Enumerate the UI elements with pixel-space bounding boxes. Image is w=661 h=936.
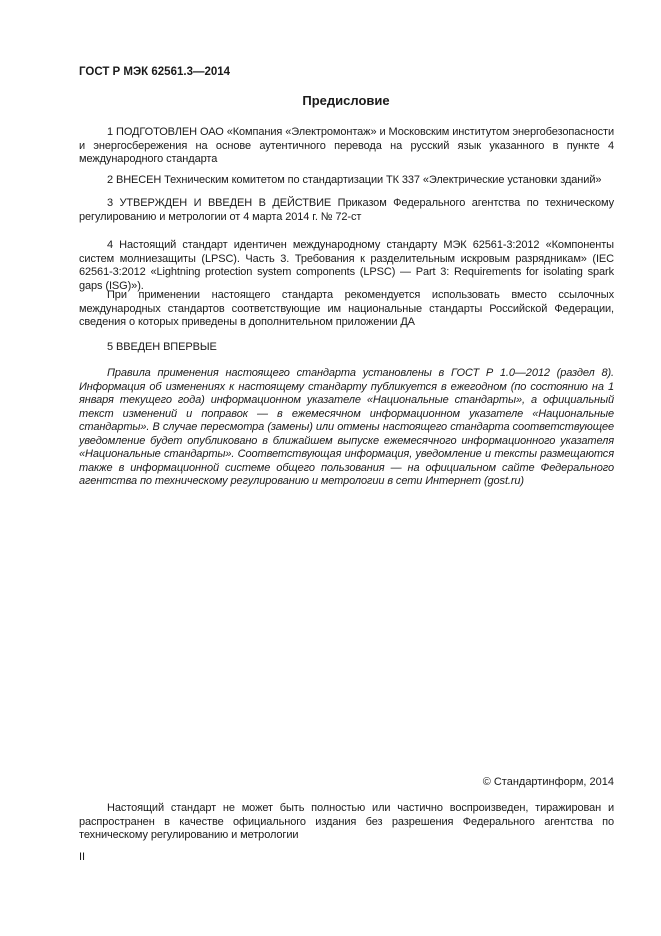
standard-designation: ГОСТ Р МЭК 62561.3—2014 bbox=[79, 66, 231, 78]
application-rules-notice: Правила применения настоящего стандарта установлены в ГОСТ Р 1.0—2012 (раздел 8). Информация об изменениях к настоящему стандарту публикуется в ежегодном (по состоянию на 1 января текущего года) информационном указателе «Национальные стандарты», а официальный текст изменений и поправок — в ежемесячном информационном указателе «Национальные стандарты». В случае пересмотра (замены) или отмены настоящего стандарта соответствующее уведомление будет опубликовано в ближайшем выпуске ежемесячного информационного указателя «Национальные стандарты». Соответствующая информация, уведомление и тексты размещаются также в информационной системе общего пользования — на официальном сайте Федерального агентства по техническому регулированию и метрологии в сети Интернет (gost.ru) bbox=[79, 367, 614, 487]
preface-item-5: 5 ВВЕДЕН ВПЕРВЫЕ bbox=[107, 341, 217, 353]
preface-item-4: 4 Настоящий стандарт идентичен международному стандарту МЭК 62561-3:2012 «Компоненты систем молниезащиты (LPSC). Часть 3. Требования к разделительным искровым разрядникам» (IEC 62561-3:2012 «Lightning protection system components (LPSC) — Part 3: Requirements for isolating spark gaps (ISG)»). bbox=[79, 239, 614, 292]
copyright-line: © Стандартинформ, 2014 bbox=[482, 776, 614, 788]
page-number: II bbox=[79, 851, 86, 863]
preface-item-2: 2 ВНЕСЕН Техническим комитетом по стандартизации ТК 337 «Электрические установки зданий» bbox=[107, 174, 602, 186]
preface-item-3: 3 УТВЕРЖДЕН И ВВЕДЕН В ДЕЙСТВИЕ Приказом Федерального агентства по техническому регулированию и метрологии от 4 марта 2014 г. № 72-ст bbox=[79, 197, 614, 223]
reproduction-notice: Настоящий стандарт не может быть полностью или частично воспроизведен, тиражирован и распространен в качестве официального издания без разрешения Федерального агентства по техническому регулированию и метрологии bbox=[79, 802, 614, 841]
preface-item-1: 1 ПОДГОТОВЛЕН ОАО «Компания «Электромонтаж» и Московским институтом энергобезопасности и энергосбережения на основе аутентичного перевода на русский язык указанного в пункте 4 международного стандарта bbox=[79, 126, 614, 165]
page-title: Предисловие bbox=[302, 93, 390, 108]
preface-item-4-note: При применении настоящего стандарта рекомендуется использовать вместо ссылочных международных стандартов соответствующие им национальные стандарты Российской Федерации, сведения о которых приведены в дополнительном приложении ДА bbox=[79, 289, 614, 328]
